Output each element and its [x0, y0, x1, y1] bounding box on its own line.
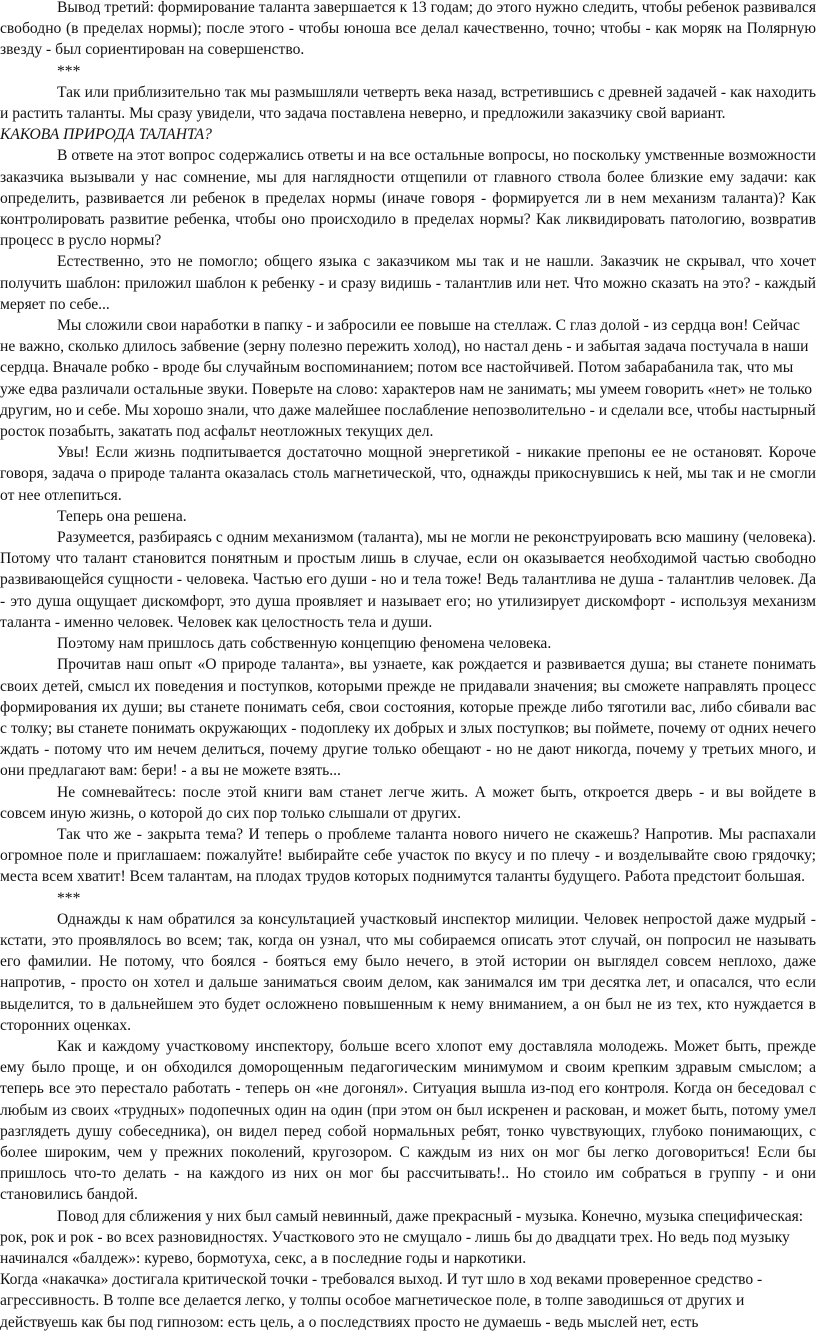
paragraph: Так что же - закрыта тема? И теперь о проблеме таланта нового ничего не скажешь? Напротив. Мы распахали огромное поле и приглашаем: пожалуйте! выбирайте себе участок по вкусу и по плечу - и возделывайте свою грядочку; места всем хватит! Всем талантам, на плодах трудов которых поднимутся таланты будущего. Работа предстоит большая. [0, 825, 816, 886]
paragraph: Вывод третий: формирование таланта завершается к 13 годам; до этого нужно следить, чтобы ребенок развивался свободно (в пределах нормы); после этого - чтобы юноша все делал качественно, точно; чтобы - как моряк на Полярную звезду - был сориентирован на совершенство. [0, 0, 816, 59]
paragraph: Разумеется, разбираясь с одним механизмом (таланта), мы не могли не реконструировать всю машину (человека). Потому что талант становится понятным и простым лишь в случае, если он оказывается необходимой частью свободно развивающейся сущности - человека. Частью его души - но и тела тоже! Ведь талантлива не душа - талантлив человек. Да - это душа ощущает дискомфорт, это душа проявляет и называет его; но утилизирует дискомфорт - используя механизм таланта - именно человек. Человек как целостность тела и души. [0, 529, 816, 631]
paragraph: Так или приблизительно так мы размышляли четверть века назад, встретившись с древней задачей - как находить и растить таланты. Мы сразу увидели, что задача поставлена неверно, и предложили заказчику свой вариант. [0, 83, 816, 123]
section-separator: *** [57, 889, 81, 907]
paragraph: Увы! Если жизнь подпитывается достаточно мощной энергетикой - никакие препоны ее не остановят. Короче говоря, задача о природе таланта оказалась столь магнетической, что, однажды прикоснувшись к ней, мы так и не смогли от нее отлепиться. [0, 444, 816, 504]
paragraph: Мы сложили свои наработки в папку - и забросили ее повыше на стеллаж. С глаз долой - из сердца вон! Сейчас не важно, сколько длилось забвение (зерну полезно пережить холод), но настал день - и забытая задача постучала в наши сердца. Вначале робко - вроде бы случайным воспоминанием; потом все настойчивей. Потом забарабанила так, что мы уже едва различали остальные звуки. Поверьте на слово: характеров нам не занимать; мы умеем говорить «нет» не только другим, но и себе. Мы хорошо знали, что даже малейшее послабление непозволительно - и сделали все, чтобы настырный росток позабыть, закатать под асфальт неотложных текущих дел. [0, 317, 816, 441]
section-separator: *** [57, 62, 81, 80]
paragraph: Прочитав наш опыт «О природе таланта», вы узнаете, как рождается и развивается душа; вы станете понимать своих детей, смысл их поведения и поступков, которыми прежде не придавали значения; вы сможете направлять процесс формирования их души; вы станете понимать себя, свои состояния, которые прежде либо тяготили вас, либо сбивали вас с толку; вы станете понимать окружающих - подоплеку их добрых и злых поступков; вы поймете, почему от одних нечего ждать - потому что им нечем делиться, почему другие только обещают - но не дают никогда, почему у третьих много, и они предлагают вам: бери! - а вы не можете взять... [0, 656, 816, 780]
paragraph: Повод для сближения у них был самый невинный, даже прекрасный - музыка. Конечно, музыка специфическая: рок, рок и рок - во всех разновидностях. Участкового это не смущало - лишь бы до двадцати трех. Но ведь под музыку начинался «балдеж»: курево, бормотуха, секс, а в последние годы и наркотики. [0, 1207, 804, 1267]
paragraph: Не сомневайтесь: после этой книги вам станет легче жить. А может быть, откроется дверь - и вы войдете в совсем иную жизнь, о которой до сих пор только слышали от других. [0, 783, 816, 822]
paragraph: В ответе на этот вопрос содержались ответы и на все остальные вопросы, но поскольку умственные возможности заказчика вызывали у нас сомнение, мы для наглядности отщепили от главного ствола более близкие ему задачи: как определить, развивается ли ребенок в пределах нормы (иначе говоря - формируется ли в нем механизм таланта)? Как контролировать развитие ребенка, чтобы оно происходило в пределах нормы? Как ликвидировать патологию, возвратив процесс в русло нормы? [0, 147, 816, 250]
paragraph: Теперь она решена. [57, 507, 187, 525]
paragraph: Естественно, это не помогло; общего языка с заказчиком мы так и не нашли. Заказчик не скрывал, что хочет получить шаблон: приложил шаблон к ребенку - и сразу видишь - талантлив или нет. Что можно сказать на это? - каждый меряет по себе... [0, 253, 816, 313]
paragraph: Когда «накачка» достигала критической точки - требовался выход. И тут шло в ход веками проверенное средство - агрессивность. В толпе все делается легко, у толпы особое магнетическое поле, в толпе заводишься от других и действуешь как бы под гипнозом: есть цель, а о последствиях просто не думаешь - ведь мыслей нет, есть [0, 1271, 763, 1331]
paragraph: Как и каждому участковому инспектору, больше всего хлопот ему доставляла молодежь. Может быть, прежде ему было проще, и он обходился доморощенным педагогическим минимумом и своим крепким здравым смыслом; а теперь все это перестало работать - теперь он «не догонял». Ситуация вышла из-под его контроля. Когда он беседовал с любым из своих «трудных» подопечных один на один (при этом он был искренен и раскован, и может быть, потому умел разглядеть душу собеседника), он видел перед собой нормальных ребят, тонко чувствующих, глубоко понимающих, с более широким, чем у прежних поколений, кругозором. С каждым из них он мог бы легко договориться! Если бы пришлось что-то делать - на каждого из них он мог бы рассчитывать!.. Но стоило им собраться в группу - и они становились бандой. [0, 1037, 816, 1204]
paragraph: Однажды к нам обратился за консультацией участковый инспектор милиции. Человек непростой даже мудрый - кстати, это проявлялось во всем; так, когда он узнал, что мы собираемся описать этот случай, он попросил не называть его фамилии. Не потому, что боялся - бояться ему было нечего, в этой истории он выглядел совсем неплохо, даже напротив, - просто он хотел и дальше заниматься своим делом, как занимался им три десятка лет, и опасался, что если выделится, то в дальнейшем это будет осложнено повышенным к нему вниманием, а он был не из тех, кто нуждается в сторонних оценках. [0, 910, 816, 1034]
section-heading: КАКОВА ПРИРОДА ТАЛАНТА? [0, 126, 212, 144]
paragraph: Поэтому нам пришлось дать собственную концепцию феномена человека. [57, 635, 552, 653]
